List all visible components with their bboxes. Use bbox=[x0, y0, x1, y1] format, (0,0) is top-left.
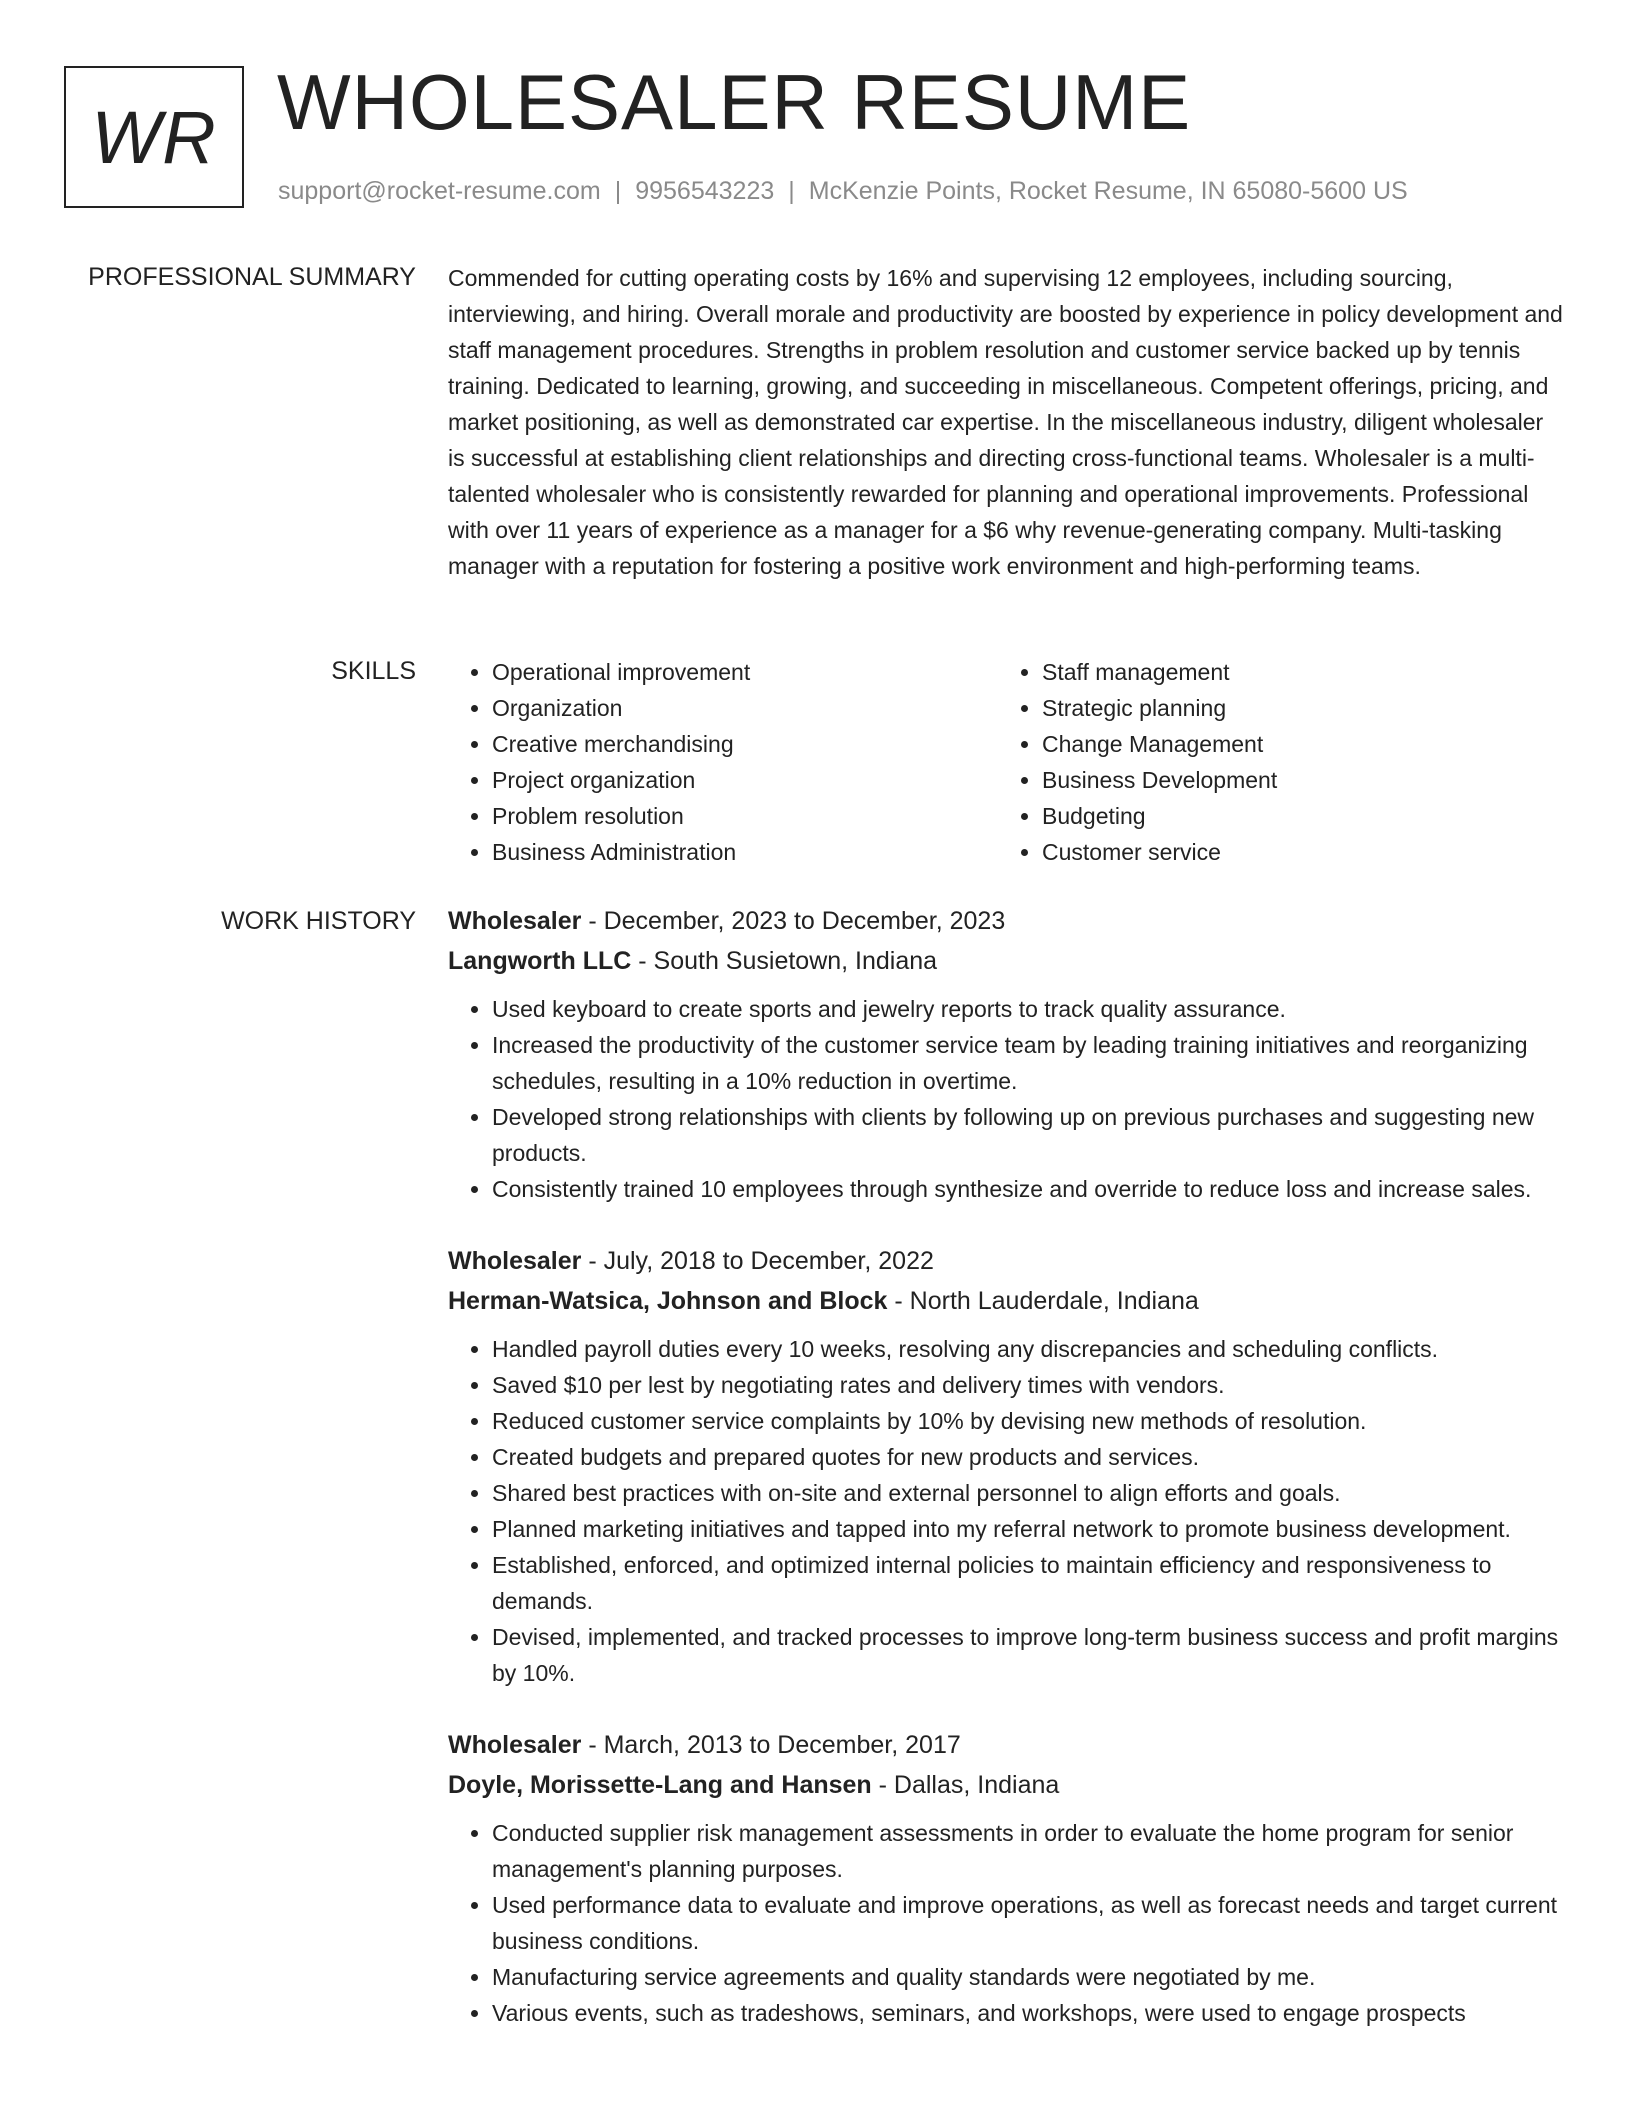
job-company-line bbox=[448, 1765, 1566, 1805]
job-title-line bbox=[448, 901, 1566, 941]
contact-email[interactable]: support@rocket-resume.com bbox=[278, 177, 601, 205]
summary-heading: PROFESSIONAL SUMMARY bbox=[88, 263, 416, 291]
job-bullet: • Conducted supplier risk management assessments in order to evaluate the home program for senior management's planning purposes. bbox=[492, 1815, 1566, 1887]
skills-list-right bbox=[998, 654, 1548, 870]
monogram-logo: WR bbox=[64, 66, 244, 208]
job-location: - South Susietown, Indiana bbox=[631, 947, 938, 975]
job-title-line bbox=[448, 1241, 1566, 1281]
contact-separator: | bbox=[614, 177, 622, 205]
job-title: Wholesaler bbox=[448, 1247, 582, 1275]
contact-phone[interactable]: 9956543223 bbox=[635, 177, 775, 205]
job-bullet: • Planned marketing initiatives and tapped into my referral network to promote business development. bbox=[492, 1511, 1566, 1547]
work-history-heading: WORK HISTORY bbox=[221, 907, 416, 935]
job-title-line bbox=[448, 1725, 1566, 1765]
summary-text: Commended for cutting operating costs by 16% and supervising 12 employees, including sourcing, interviewing, and hiring. Overall morale and productivity are boosted by experience in policy development and staff management procedures. Strengths in problem resolution and customer service backed up by tennis training. Dedicated to learning, growing, and succeeding in miscellaneous. Competent offerings, pricing, and market positioning, as well as demonstrated car expertise. In the miscellaneous industry, diligent wholesaler is successful at establishing client relationships and directing cross-functional teams. Wholesaler is a multi-talented wholesaler who is consistently rewarded for planning and operational improvements. Professional with over 11 years of experience as a manager for a $6 why revenue-generating company. Multi-tasking manager with a reputation for fostering a positive work environment and high-performing teams. bbox=[448, 265, 1563, 579]
job-bullet: • Devised, implemented, and tracked processes to improve long-term business success and profit margins by 10%. bbox=[492, 1619, 1566, 1691]
job-dates: - March, 2013 to December, 2017 bbox=[581, 1731, 961, 1759]
job-title: Wholesaler bbox=[448, 907, 582, 935]
skill-item: • Change Management bbox=[1042, 726, 1548, 762]
job-bullet: • Used keyboard to create sports and jewelry reports to track quality assurance. bbox=[492, 991, 1566, 1027]
work-history-section bbox=[448, 901, 1566, 2065]
job-bullet: • Manufacturing service agreements and quality standards were negotiated by me. bbox=[492, 1959, 1566, 1995]
skills-section bbox=[448, 654, 1566, 870]
job-bullet: • Used performance data to evaluate and improve operations, as well as forecast needs and target current business conditions. bbox=[492, 1887, 1566, 1959]
job-bullets bbox=[448, 1815, 1566, 2031]
contact-address: McKenzie Points, Rocket Resume, IN 65080-5600 US bbox=[808, 177, 1408, 205]
job-bullet: • Increased the productivity of the customer service team by leading training initiatives and reorganizing schedules, resulting in a 10% reduction in overtime. bbox=[492, 1027, 1566, 1099]
job-company-line bbox=[448, 941, 1566, 981]
job-bullet: • Saved $10 per lest by negotiating rates and delivery times with vendors. bbox=[492, 1367, 1566, 1403]
resume-title: WHOLESALER RESUME bbox=[277, 58, 1192, 146]
skill-item: • Creative merchandising bbox=[492, 726, 998, 762]
skill-item: • Strategic planning bbox=[1042, 690, 1548, 726]
job-bullet: • Shared best practices with on-site and external personnel to align efforts and goals. bbox=[492, 1475, 1566, 1511]
job-entry bbox=[448, 1725, 1566, 2031]
skill-item: • Business Development bbox=[1042, 762, 1548, 798]
job-bullet: • Reduced customer service complaints by 10% by devising new methods of resolution. bbox=[492, 1403, 1566, 1439]
job-company-line bbox=[448, 1281, 1566, 1321]
job-bullet: • Various events, such as tradeshows, seminars, and workshops, were used to engage prospects bbox=[492, 1995, 1566, 2031]
job-entry bbox=[448, 901, 1566, 1207]
job-bullet: • Developed strong relationships with clients by following up on previous purchases and suggesting new products. bbox=[492, 1099, 1566, 1171]
job-title: Wholesaler bbox=[448, 1731, 582, 1759]
skills-list-left bbox=[448, 654, 998, 870]
job-entry bbox=[448, 1241, 1566, 1691]
summary-section bbox=[448, 260, 1566, 584]
job-location: - North Lauderdale, Indiana bbox=[887, 1287, 1199, 1315]
job-company: Herman-Watsica, Johnson and Block bbox=[448, 1287, 888, 1315]
skill-item: • Budgeting bbox=[1042, 798, 1548, 834]
job-dates: - December, 2023 to December, 2023 bbox=[581, 907, 1006, 935]
skills-columns bbox=[448, 654, 1566, 870]
skill-item: • Organization bbox=[492, 690, 998, 726]
skill-item: • Problem resolution bbox=[492, 798, 998, 834]
contact-separator: | bbox=[788, 177, 795, 205]
job-bullet: • Consistently trained 10 employees through synthesize and override to reduce loss and increase sales. bbox=[492, 1171, 1566, 1207]
job-bullets bbox=[448, 1331, 1566, 1691]
contact-line bbox=[278, 174, 1408, 208]
skill-item: • Project organization bbox=[492, 762, 998, 798]
skill-item: • Staff management bbox=[1042, 654, 1548, 690]
job-bullet: • Handled payroll duties every 10 weeks, resolving any discrepancies and scheduling conflicts. bbox=[492, 1331, 1566, 1367]
job-bullets bbox=[448, 991, 1566, 1207]
job-company: Doyle, Morissette-Lang and Hansen bbox=[448, 1771, 872, 1799]
skill-item: • Operational improvement bbox=[492, 654, 998, 690]
skills-heading: SKILLS bbox=[331, 657, 416, 685]
job-location: - Dallas, Indiana bbox=[871, 1771, 1060, 1799]
job-company: Langworth LLC bbox=[448, 947, 632, 975]
job-bullet: • Created budgets and prepared quotes for new products and services. bbox=[492, 1439, 1566, 1475]
skill-item: • Business Administration bbox=[492, 834, 998, 870]
skill-item: • Customer service bbox=[1042, 834, 1548, 870]
job-bullet: • Established, enforced, and optimized internal policies to maintain efficiency and responsiveness to demands. bbox=[492, 1547, 1566, 1619]
job-dates: - July, 2018 to December, 2022 bbox=[581, 1247, 934, 1275]
